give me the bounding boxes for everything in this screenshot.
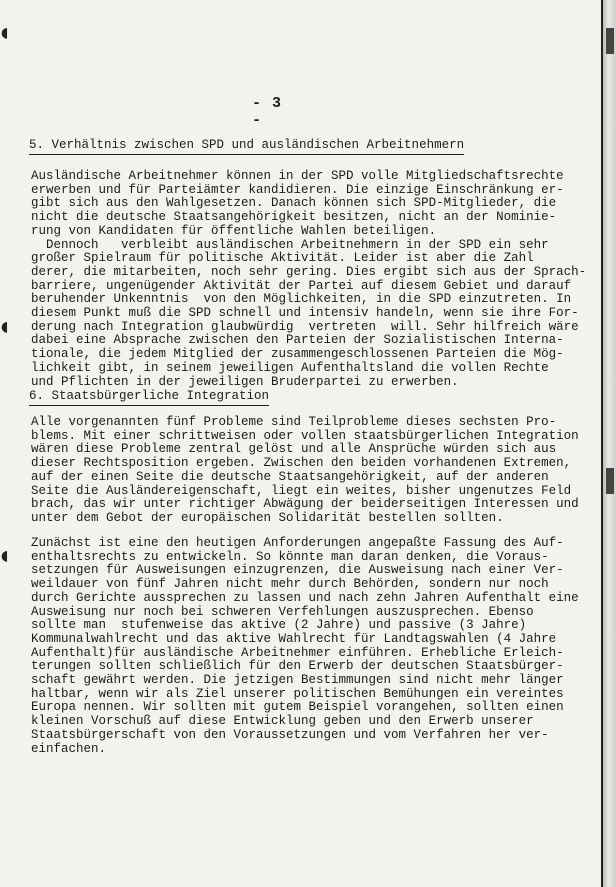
section-5-heading: 5. Verhältnis zwischen SPD und ausländischen Arbeitnehmern [29, 138, 464, 155]
text-line: beruhender Unkenntnis von den Möglichkeiten, in die SPD einzutreten. In [31, 292, 572, 307]
text-line: unter dem Gebot der europäischen Solidarität bestellen sollten. [31, 510, 504, 525]
text-line: terungen sollten schließlich für den Erwerb der deutschen Staatsbürger- [31, 659, 564, 674]
text-line: enthaltsrechts zu entwickeln. So könnte man daran denken, die Voraus- [31, 549, 549, 564]
text-line: dabei eine Absprache zwischen den Parteien der Sozialistischen Interna- [31, 333, 564, 348]
section-5-body [31, 170, 601, 389]
text-line: auf der einen Seite die deutsche Staatsangehörigkeit, auf der anderen [31, 469, 549, 484]
text-line: gibt sich aus den Wahlgesetzen. Danach können sich SPD-Mitglieder, die [31, 196, 557, 211]
text-line: und Pflichten in der jeweiligen Bruderpartei zu erwerben. [31, 374, 459, 389]
text-line: großer Spielraum für politische Aktivität. Leider ist aber die Zahl [31, 251, 534, 266]
text-line: Alle vorgenannten fünf Probleme sind Teilprobleme dieses sechsten Pro- [31, 415, 557, 429]
punch-hole-icon: ◖ [1, 548, 9, 564]
text-line: einfachen. [31, 741, 107, 756]
text-line: Ausweisung nur noch bei schweren Verfehlungen auszusprechen. Ebenso [31, 604, 534, 619]
page-number: - 3 - [252, 95, 283, 129]
section-6-heading: 6. Staatsbürgerliche Integration [29, 389, 269, 406]
text-line: Kommunalwahlrecht und das aktive Wahlrecht für Landtagswahlen (4 Jahre [31, 631, 557, 646]
text-line: Aufenthalt)für ausländische Arbeitnehmer einführen. Erhebliche Erleich- [31, 645, 564, 660]
text-line: weildauer von fünf Jahren nicht mehr durch Behörden, sondern nur noch [31, 577, 549, 592]
text-line: Dennoch verbleibt ausländischen Arbeitnehmern in der SPD ein sehr [31, 237, 549, 252]
text-line: setzungen für Ausweisungen einzugrenzen, die Ausweisung nach einer Ver- [31, 563, 564, 578]
text-line: diesem Punkt muß die SPD schnell und intensiv handeln, wenn sie ihre For- [31, 306, 579, 321]
edge-marker [606, 28, 614, 54]
text-line: Zunächst ist eine den heutigen Anforderungen angepaßte Fassung des Auf- [31, 536, 564, 550]
text-line: brach, das wir unter richtiger Abwägung der beiderseitigen Interessen und [31, 497, 579, 512]
text-line: durch Gerichte aussprechen zu lassen und nach zehn Jahren Aufenthalt eine [31, 590, 579, 605]
text-line: erwerben und für Parteiämter kandidieren. Die einzige Einschränkung er- [31, 182, 564, 197]
text-line: haltbar, wenn wir als Ziel unserer politischen Bemühungen ein vereintes [31, 686, 564, 701]
text-line: derer, die mitarbeiten, noch sehr gering. Dies ergibt sich aus der Sprach- [31, 264, 587, 279]
text-line: tionale, die jedem Mitglied der zusammengeschlossenen Parteien die Mög- [31, 347, 564, 362]
text-line: kleinen Vorschuß auf diese Entwicklung geben und den Erwerb unserer [31, 714, 534, 729]
text-line: sollte man stufenweise das aktive (2 Jahre) und passive (3 Jahre) [31, 618, 527, 633]
section-6-paragraph-1 [31, 416, 601, 526]
section-6-paragraph-2 [31, 537, 601, 756]
punch-hole-icon: ◖ [1, 319, 9, 335]
text-line: Ausländische Arbeitnehmer können in der SPD volle Mitgliedschaftsrechte [31, 169, 564, 183]
text-line: wären diese Probleme zentral gelöst und alle Ansprüche würden sich aus [31, 442, 557, 457]
text-line: derung nach Integration glaubwürdig vertreten will. Sehr hilfreich wäre [31, 319, 579, 334]
text-line: dieser Rechtsposition ergeben. Zwischen den beiden vorhandenen Extremen, [31, 456, 572, 471]
text-line: Seite die Ausländereigenschaft, liegt ein weites, bisher ungenutzes Feld [31, 483, 572, 498]
text-line: blems. Mit einer schrittweisen oder vollen staatsbürgerlichen Integration [31, 428, 579, 443]
punch-hole-icon: ◖ [1, 25, 9, 41]
page-edge-shadow [603, 0, 616, 887]
text-line: lichkeit gibt, in seinem jeweiligen Aufenthaltsland die vollen Rechte [31, 360, 549, 375]
text-line: rung von Kandidaten für öffentliche Wahlen beteiligen. [31, 223, 437, 238]
text-line: barriere, ungenügender Aktivität der Partei auf diesem Gebiet und darauf [31, 278, 572, 293]
text-line: Europa nennen. Wir sollten mit gutem Beispiel vorangehen, sollten einen [31, 700, 564, 715]
text-line: schaft gewährt werden. Die jetzigen Bestimmungen sind nicht mehr länger [31, 673, 564, 688]
text-line: Staatsbürgerschaft von den Voraussetzungen und vom Verfahren her ver- [31, 727, 549, 742]
text-line: nicht die deutsche Staatsangehörigkeit besitzen, nicht an der Nominie- [31, 210, 557, 225]
edge-marker [606, 468, 614, 494]
